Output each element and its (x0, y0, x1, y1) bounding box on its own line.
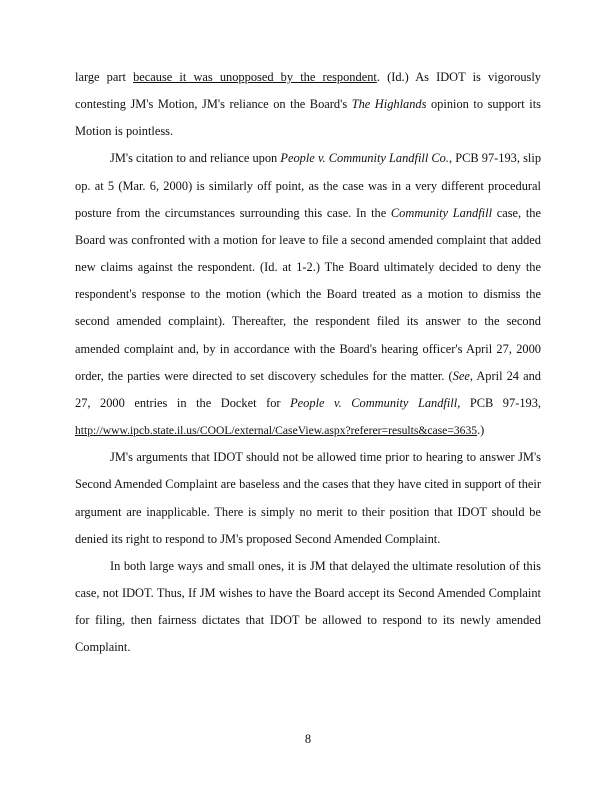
p2-text-k: .) (477, 423, 485, 438)
page-number: 8 (304, 732, 312, 746)
p2-text-i: , PCB 97-193, (457, 395, 542, 410)
p2-case-name-people-v-community-landfill: People v. Community Landfill (290, 395, 458, 410)
p2-docket-url-link[interactable]: http://www.ipcb.state.il.us/COOL/external/CaseView.aspx?referer=results&case=3635 (75, 424, 478, 438)
paragraph-3 (75, 444, 541, 553)
p2-case-name-community-landfill-co: People v. Community Landfill Co. (280, 151, 449, 166)
p1-underlined-phrase: because it was unopposed by the respondent (133, 70, 377, 84)
p2-text-e: case, the Board was confronted with a motion for leave to file a second amended complaint that added new claims against the respondent. (Id. at 1-2.) The Board ultimately decided to deny the respondent's response to the motion (which the Board treated as a motion to dismiss the second amended complaint). Thereafter, the respondent filed its answer to the second amended complaint and, by in accordance with the Board's hearing officer's April 27, 2000 order, the parties were directed to set discovery schedules for the matter. ( (75, 205, 541, 383)
p1-case-name-highlands: The Highlands (351, 97, 427, 112)
p1-text-e: opinion to support its Motion is pointless. (75, 97, 541, 139)
p2-text-g: April 24 and 27, 2000 entries in the Docket for (75, 368, 541, 410)
p2-text-c: , PCB 97-193, slip op. at 5 (Mar. 6, 2000) is similarly off point, as the case was in a very different procedural posture from the circumstances surrounding this case. In the (75, 151, 542, 220)
p2-case-name-community-landfill: Community Landfill (390, 205, 493, 220)
paragraph-2 (75, 145, 541, 444)
paragraph-4 (75, 553, 541, 662)
p2-text-a: JM's citation to and reliance upon (110, 151, 281, 166)
paragraph-1 (75, 64, 541, 145)
p2-signal-see: See, (452, 368, 473, 383)
document-page (75, 64, 541, 661)
p1-text-c: . (Id.) As IDOT is vigorously contesting JM's Motion, JM's reliance on the Board's (75, 70, 542, 112)
p1-text-a: large part (75, 70, 134, 84)
p4-text: In both large ways and small ones, it is JM that delayed the ultimate resolution of this case, not IDOT. Thus, If JM wishes to have the Board accept its Second Amended Complaint for filing, then fairness dictates that IDOT be allowed to respond to its newly amended Complaint. (75, 558, 541, 655)
p3-text: JM's arguments that IDOT should not be allowed time prior to hearing to answer JM's Second Amended Complaint are baseless and the cases that they have cited in support of their argument are inapplicable. There is simply no merit to their position that IDOT should be denied its right to respond to JM's proposed Second Amended Complaint. (75, 450, 541, 546)
